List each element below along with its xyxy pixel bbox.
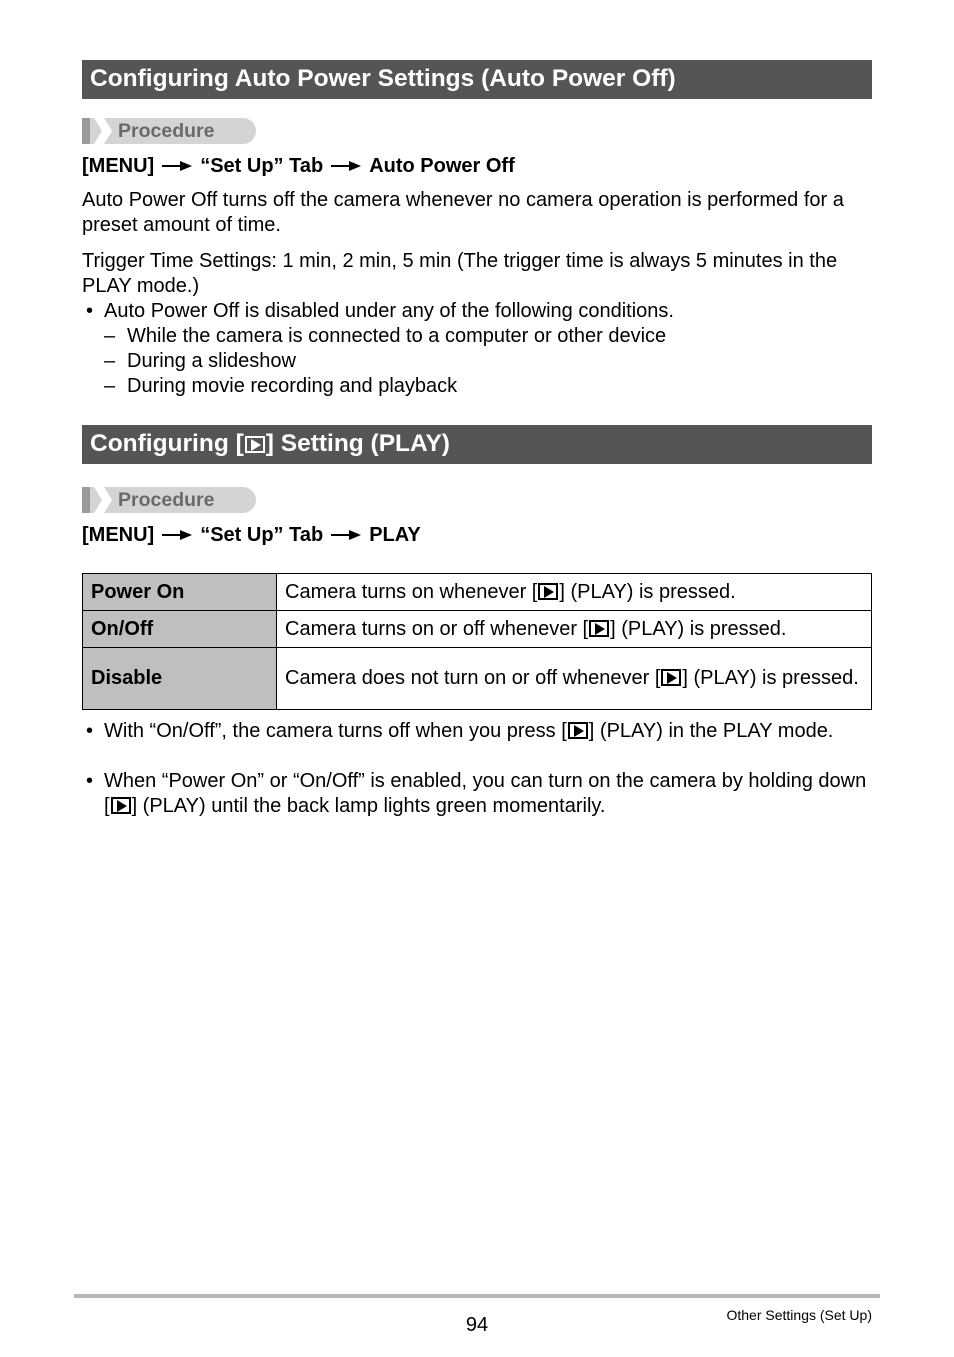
play-icon — [245, 436, 265, 453]
section-title-play-setting: Configuring [ ] Setting (PLAY) — [82, 425, 872, 464]
bullet-item: • With “On/Off”, the camera turns off when you press [ ] (PLAY) in the PLAY mode. — [86, 720, 834, 742]
play-icon — [661, 669, 681, 686]
procedure-label: Procedure — [118, 120, 215, 142]
settings-table — [82, 573, 872, 710]
arrow-right-icon — [162, 153, 192, 177]
menu-path-step: PLAY — [369, 524, 421, 546]
table-row — [83, 611, 872, 648]
menu-path — [82, 523, 421, 548]
setting-description: Camera does not turn on or off whenever [ ] (PLAY) is pressed. — [277, 648, 872, 710]
footer-section-label: Other Settings (Set Up) — [726, 1307, 872, 1323]
play-icon — [568, 722, 588, 739]
setting-description: Camera turns on whenever [ ] (PLAY) is pressed. — [277, 574, 872, 611]
bullet-item: • Auto Power Off is disabled under any of the following conditions. — [86, 300, 674, 322]
paragraph: Trigger Time Settings: 1 min, 2 min, 5 min (The trigger time is always 5 minutes in the PLAY mode.) — [82, 250, 838, 297]
bullet-item: • When “Power On” or “On/Off” is enabled, you can turn on the camera by holding down [ ] (PLAY) until the back lamp lights green momentarily. — [86, 770, 867, 817]
menu-path-step: [MENU] — [82, 155, 155, 177]
procedure-badge — [82, 118, 256, 144]
section-title-auto-power: Configuring Auto Power Settings (Auto Power Off) — [82, 60, 872, 99]
menu-path-step: “Set Up” Tab — [200, 155, 324, 177]
play-icon — [538, 583, 558, 600]
table-row — [83, 648, 872, 710]
arrow-right-icon — [331, 522, 361, 546]
setting-name: Power On — [83, 574, 277, 611]
menu-path — [82, 154, 515, 179]
dash-item: – During a slideshow — [104, 350, 296, 372]
menu-path-step: Auto Power Off — [369, 155, 515, 177]
arrow-right-icon — [162, 522, 192, 546]
paragraph: Auto Power Off turns off the camera whenever no camera operation is performed for a preset amount of time. — [82, 189, 844, 236]
page-number: 94 — [465, 1314, 489, 1336]
menu-path-step: “Set Up” Tab — [200, 524, 324, 546]
play-icon — [589, 620, 609, 637]
menu-path-step: [MENU] — [82, 524, 155, 546]
setting-name: On/Off — [83, 611, 277, 648]
setting-description: Camera turns on or off whenever [ ] (PLAY) is pressed. — [277, 611, 872, 648]
dash-item: – While the camera is connected to a computer or other device — [104, 325, 667, 347]
arrow-right-icon — [331, 153, 361, 177]
table-row — [83, 574, 872, 611]
procedure-label: Procedure — [118, 489, 215, 511]
footer-divider — [74, 1294, 880, 1298]
setting-name: Disable — [83, 648, 277, 710]
play-icon — [111, 797, 131, 814]
dash-item: – During movie recording and playback — [104, 375, 458, 397]
procedure-badge — [82, 487, 256, 513]
